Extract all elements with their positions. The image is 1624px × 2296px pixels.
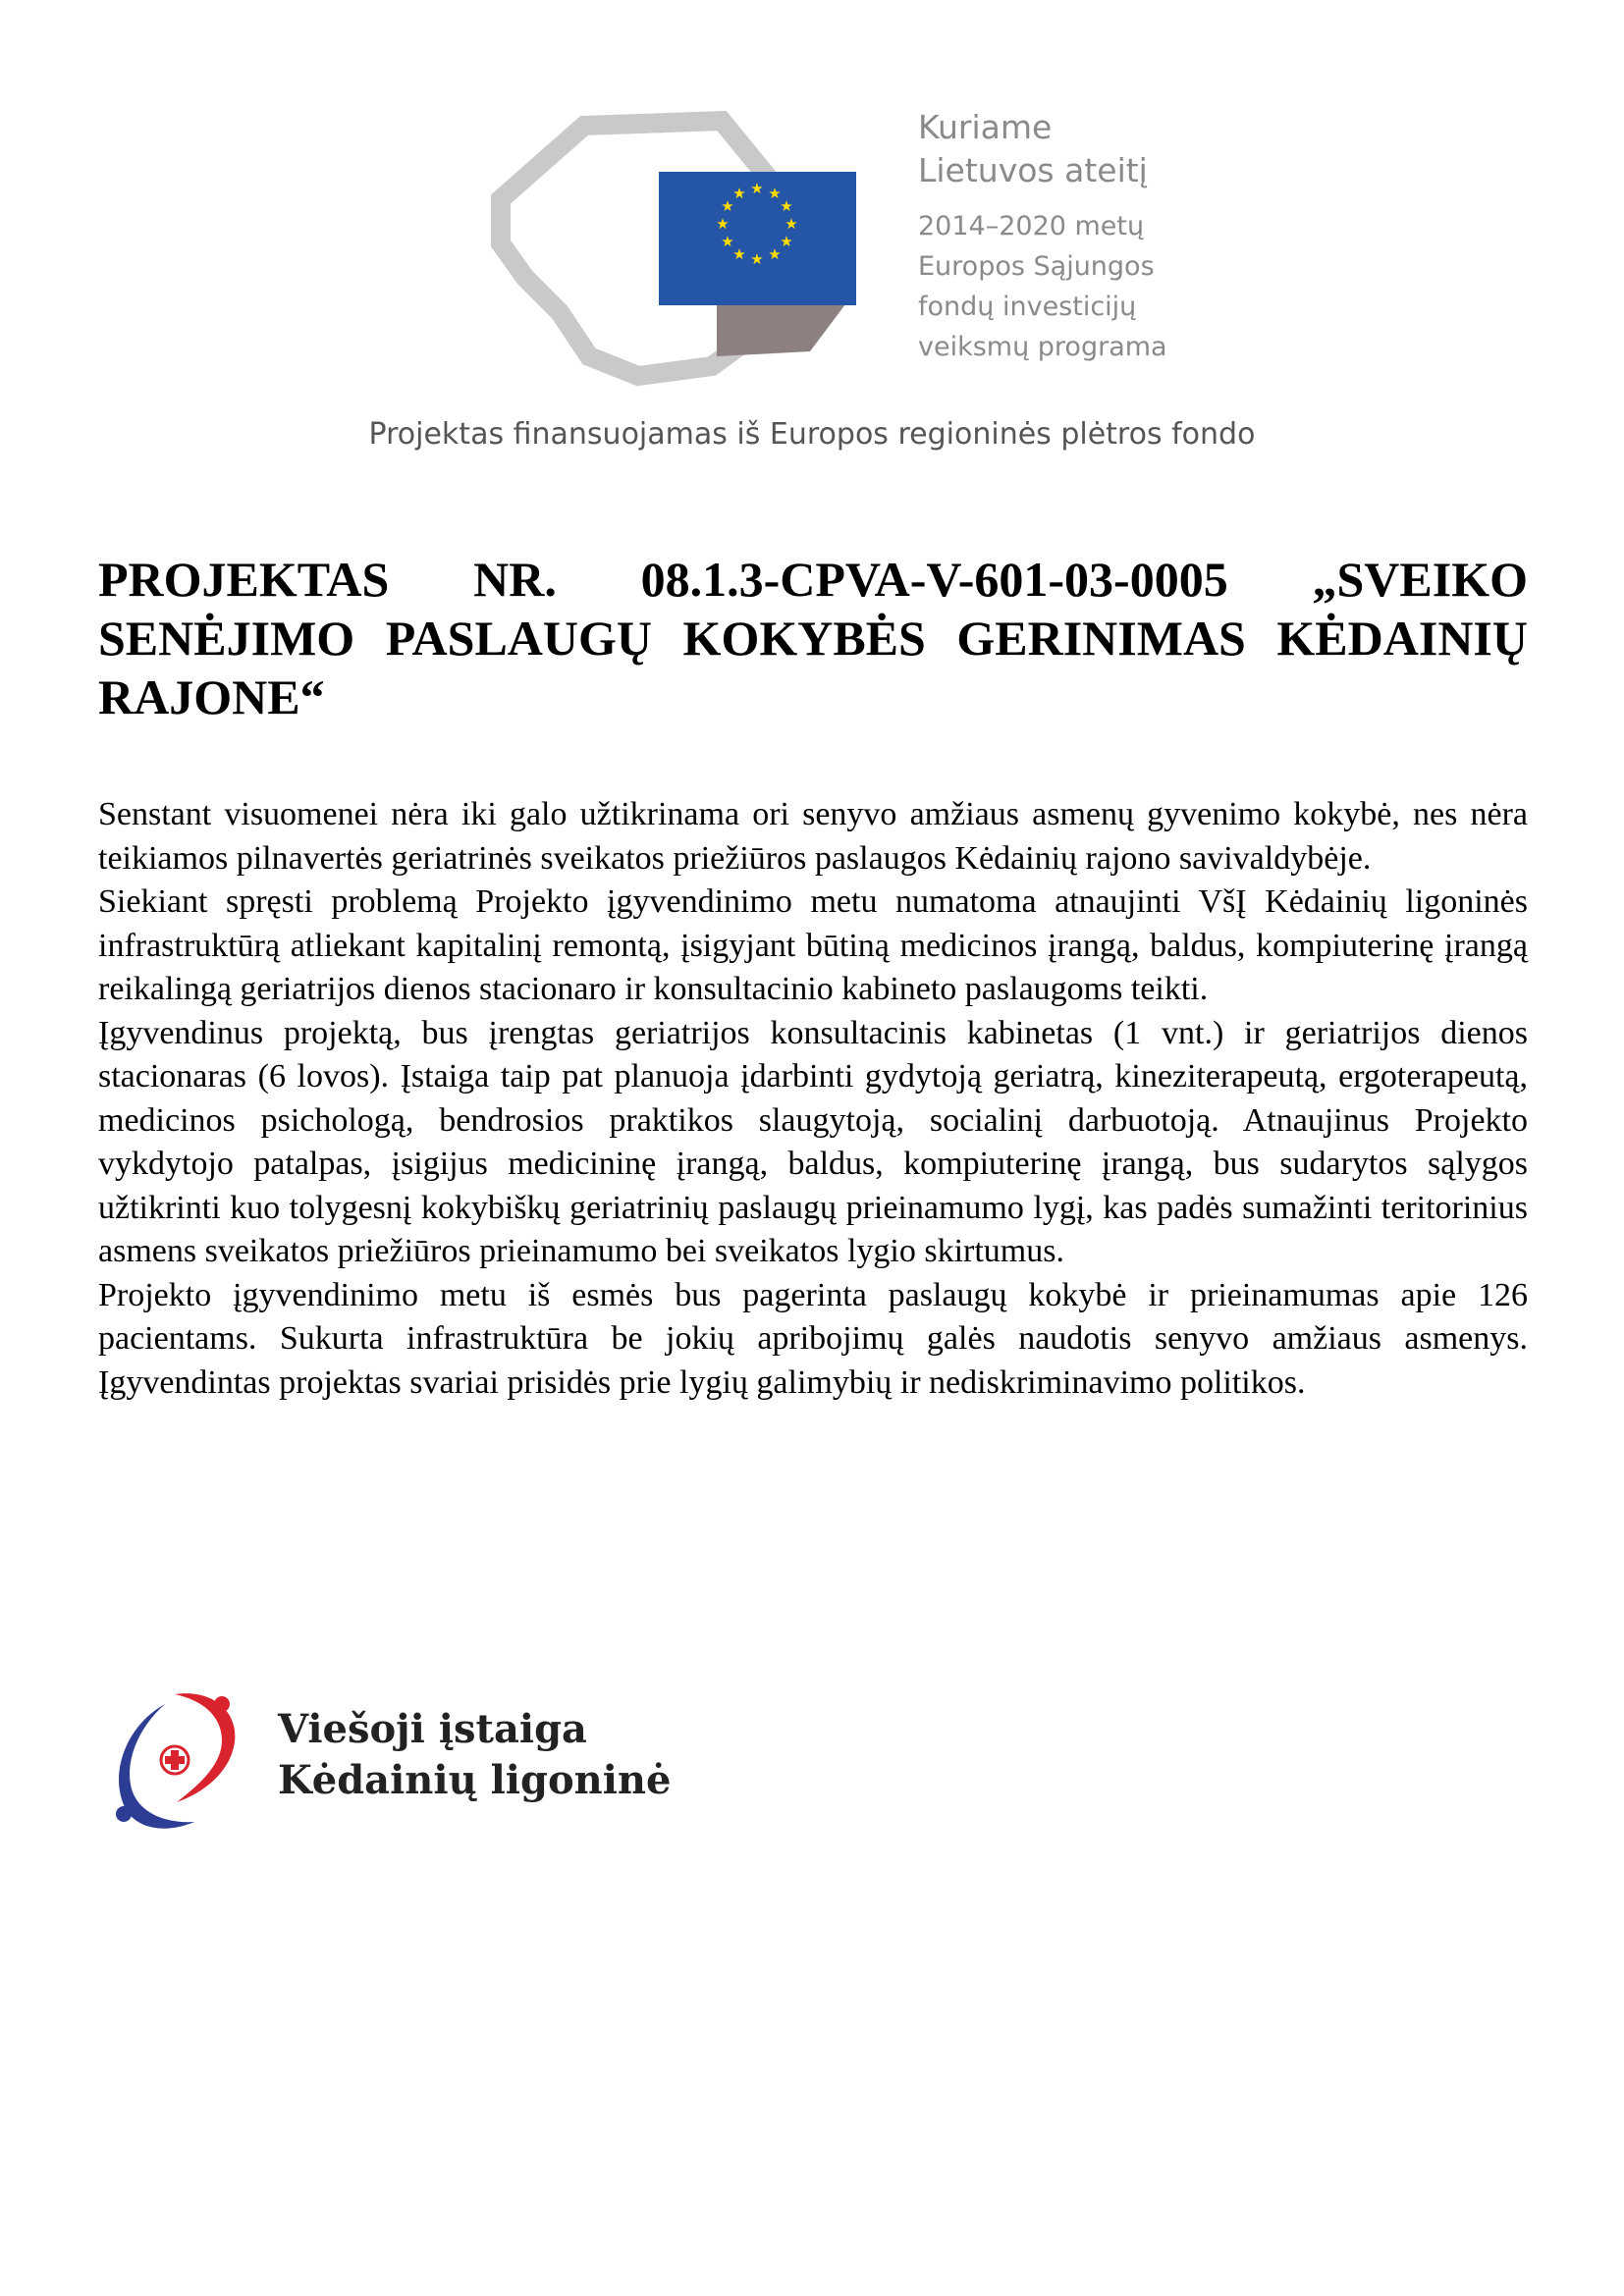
- svg-text:★: ★: [732, 245, 746, 263]
- paragraph: Senstant visuomenei nėra iki galo užtikrinama ori senyvo amžiaus asmenų gyvenimo kokybė, nes nėra teikiamos pilnavertės geriatrinės sveikatos priežiūros paslaugos Kėdainių rajono savivaldybėje.: [98, 796, 1528, 877]
- funding-note: Projektas finansuojamas iš Europos regioninės plėtros fondo: [368, 417, 1256, 452]
- svg-text:★: ★: [768, 245, 782, 263]
- paragraph: Įgyvendinus projektą, bus įrengtas geriatrijos konsultacinis kabinetas (1 vnt.) ir geriatrijos dienos stacionaras (6 lovos). Įstaiga taip pat planuoja įdarbinti gydytoją geriatrą, kineziterapeutą, ergoterapeutą, medicinos psichologą, bendrosios praktikos slaugytoją, socialinį darbuotoją. Atnaujinus Projekto vykdytojo patalpas, įsigijus medicininę įrangą, baldus, kompiuterinę įrangą, bus sudarytos sąlygos užtikrinti kuo tolygesnį kokybiškų geriatrinių paslaugų prieinamumo lygį, kas padės sumažinti teritorinius asmens sveikatos priežiūros prieinamumo bei sveikatos lygio skirtumus.: [98, 1014, 1528, 1269]
- body-text: [98, 793, 1528, 1405]
- svg-text:★: ★: [750, 180, 764, 197]
- hospital-name-line-2: Kėdainių ligoninė: [278, 1757, 672, 1803]
- svg-text:★: ★: [780, 233, 793, 250]
- svg-text:★: ★: [785, 215, 798, 233]
- svg-text:★: ★: [750, 250, 764, 268]
- svg-text:★: ★: [732, 185, 746, 202]
- svg-text:★: ★: [721, 233, 734, 250]
- program-line-4: veiksmų programa: [918, 332, 1167, 362]
- hospital-name: [278, 1704, 671, 1806]
- svg-text:★: ★: [780, 197, 793, 215]
- svg-text:★: ★: [721, 197, 734, 215]
- paragraph: Projekto įgyvendinimo metu iš esmės bus pagerinta paslaugų kokybė ir prieinamumas apie 126 pacientams. Sukurta infrastruktūra be jokių apribojimų galės naudotis senyvo amžiaus asmenys. Įgyvendintas projektas svariai prisidės prie lygių galimybių ir nediskriminavimo politikos.: [98, 1276, 1528, 1401]
- hospital-logo-icon: [106, 1686, 244, 1834]
- page-title: PROJEKTAS NR. 08.1.3-CPVA-V-601-03-0005 „SVEIKO SENĖJIMO PASLAUGŲ KOKYBĖS GERINIMAS KĖDAINIŲ RAJONE“: [98, 552, 1528, 724]
- program-line-2: Europos Sąjungos: [918, 251, 1155, 282]
- slogan-line-2: Lietuvos ateitį: [918, 151, 1148, 189]
- svg-text:★: ★: [768, 185, 782, 202]
- svg-text:★: ★: [716, 215, 730, 233]
- slogan-line-1: Kuriame: [918, 108, 1053, 146]
- hospital-name-line-1: Viešoji įstaiga: [278, 1706, 587, 1752]
- program-line-1: 2014–2020 metų: [918, 211, 1145, 241]
- paragraph: Siekiant spręsti problemą Projekto įgyvendinimo metu numatoma atnaujinti VšĮ Kėdainių ligoninės infrastruktūrą atliekant kapitalinį remontą, įsigyjant būtiną medicinos įrangą, baldus, kompiuterinę įrangą reikalingą geriatrijos dienos stacionaro ir konsultacinio kabineto paslaugoms teikti.: [98, 883, 1528, 1007]
- program-line-3: fondų investicijų: [918, 292, 1137, 322]
- eu-program-text: [918, 106, 1167, 367]
